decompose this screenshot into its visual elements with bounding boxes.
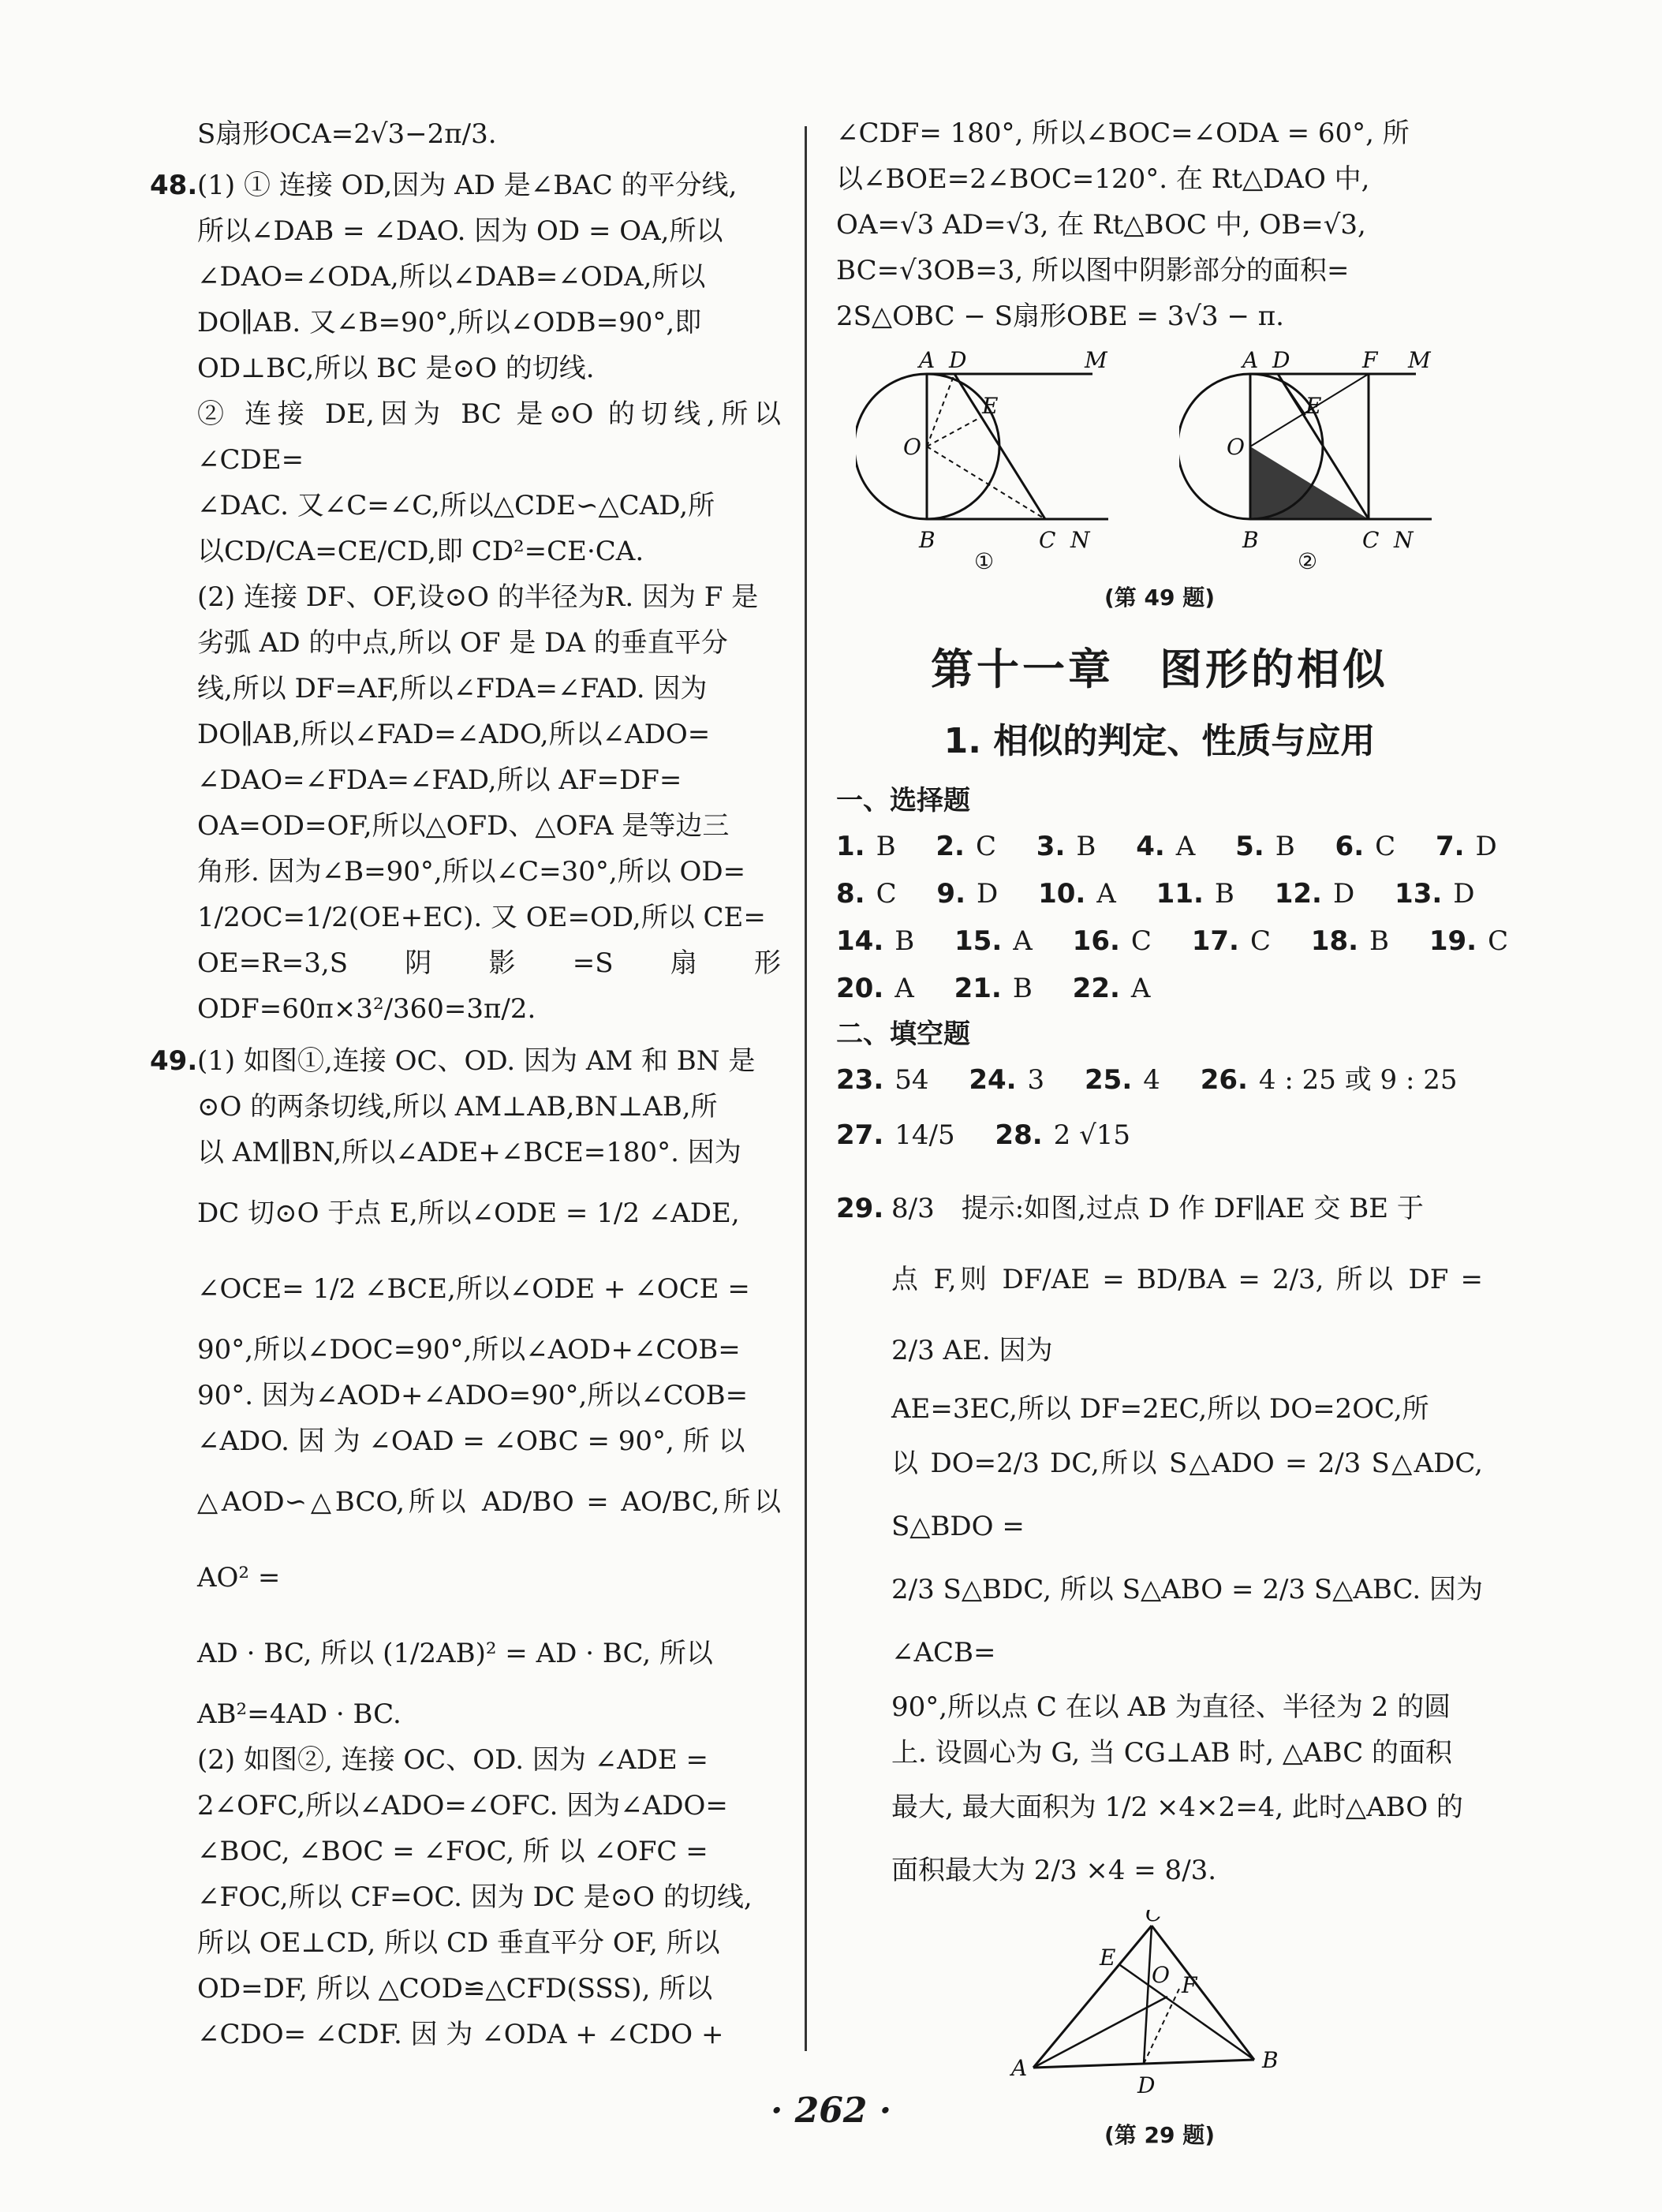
q49-line: 90°,所以∠DOC=90°,所以∠AOD+∠COB= [197, 1334, 741, 1366]
point-label: C [1145, 1910, 1163, 1926]
q49-continued-line: BC=√3OB=3, 所以图中阴影部分的面积= [836, 255, 1350, 286]
q48-line: 角形. 因为∠B=90°,所以∠C=30°,所以 OD= [197, 856, 746, 887]
answer-row: 8. C 9. D 10. A 11. B 12. D 13. D [836, 878, 1475, 910]
q49-line: OD=DF, 所以 △COD≌△CFD(SSS), 所以 [197, 1973, 713, 2005]
choice-heading: 一、选择题 [836, 785, 970, 816]
point-label: B [919, 527, 936, 553]
left-column [150, 110, 781, 2057]
q48-line: OD⊥BC,所以 BC 是⊙O 的切线. [197, 353, 595, 384]
q49-number: 49. [150, 1045, 198, 1077]
q49-line: ∠BOC, ∠BOC = ∠FOC, 所 以 ∠OFC = [197, 1836, 708, 1867]
q29-line: AE=3EC,所以 DF=2EC,所以 DO=2OC,所 [891, 1393, 1429, 1425]
q48-line: 以CD/CA=CE/CD,即 CD²=CE·CA. [197, 536, 644, 567]
q29-line: 90°,所以点 C 在以 AB 为直径、半径为 2 的圆 [891, 1691, 1451, 1723]
point-label: N [1394, 527, 1414, 553]
point-label: E [1100, 1945, 1116, 1971]
figure-29-caption: (第 29 题) [1104, 2122, 1216, 2148]
question-29 [836, 1173, 1483, 1902]
q29-line: 点 F,则 DF/AE = BD/BA = 2/3, 所以 DF = 2/3 AE. 因为 [891, 1264, 1483, 1366]
section-title: 1. 相似的判定、性质与应用 [943, 721, 1376, 761]
point-label: D [1272, 347, 1290, 373]
q29-line: 最大, 最大面积为 1/2 ×4×2=4, 此时△ABO 的 [891, 1792, 1463, 1823]
q49-line: 所以 OE⊥CD, 所以 CD 垂直平分 OF, 所以 [197, 1927, 720, 1959]
point-label: B [1262, 2047, 1279, 2073]
point-label: O [1227, 434, 1245, 460]
fill-heading: 二、填空题 [836, 1018, 970, 1050]
q49-line: 2∠OFC,所以∠ADO=∠OFC. 因为∠ADO= [197, 1790, 728, 1822]
answer-row: 20. A 21. B 22. A [836, 973, 1151, 1004]
q48-line: 48.(1) ① 连接 OD,因为 AD 是∠BAC 的平分线, [197, 163, 781, 208]
point-label: A [1011, 2055, 1028, 2081]
question-48 [150, 163, 781, 1032]
q48-line: ∠DAO=∠ODA,所以∠DAB=∠ODA,所以 [197, 261, 706, 293]
point-label: E [982, 393, 999, 419]
point-label: C [1039, 527, 1056, 553]
q49-line: ∠FOC,所以 CF=OC. 因为 DC 是⊙O 的切线, [197, 1881, 753, 1913]
q48-line: 劣弧 AD 的中点,所以 OF 是 DA 的垂直平分 [197, 627, 728, 659]
column-divider [805, 126, 807, 2051]
q29-line: 2/3 S△BDC, 所以 S△ABO = 2/3 S△ABC. 因为∠ACB= [891, 1574, 1483, 1668]
figure-49 [836, 344, 1483, 573]
answer-row: 23. 54 24. 3 25. 4 26. 4 : 25 或 9 : 25 [836, 1064, 1458, 1096]
q49-line: AB²=4AD · BC. [197, 1698, 401, 1730]
q48-line: DO∥AB,所以∠FAD=∠ADO,所以∠ADO= [197, 719, 711, 750]
q49-line: ∠CDO= ∠CDF. 因 为 ∠ODA + ∠CDO + [197, 2019, 724, 2050]
point-label: F [1182, 1972, 1197, 1998]
point-label: D [949, 347, 967, 373]
q48-line: 线,所以 DF=AF,所以∠FDA=∠FAD. 因为 [197, 673, 708, 704]
figure-49-caption: (第 49 题) [1104, 585, 1216, 611]
figure-label: ① [974, 548, 995, 573]
page-number: · 262 · [770, 2091, 892, 2131]
figure-29-diagram [1002, 1910, 1317, 2107]
figure-29 [836, 1910, 1483, 2110]
q29-line: 上. 设圆心为 G, 当 CG⊥AB 时, △ABC 的面积 [891, 1737, 1453, 1769]
q48-number: 48. [150, 170, 198, 201]
q49-line: ⊙O 的两条切线,所以 AM⊥AB,BN⊥AB,所 [197, 1091, 718, 1123]
right-column [836, 110, 1509, 2158]
figure-49-diagram-1 [856, 344, 1140, 573]
choice-answers [836, 823, 1509, 1012]
point-label: N [1070, 527, 1090, 553]
point-label: A [1242, 347, 1259, 373]
point-label: O [903, 434, 921, 460]
q29-line: 以 DO=2/3 DC,所以 S△ADO = 2/3 S△ADC, S△BDO = [891, 1448, 1483, 1542]
point-label: M [1408, 347, 1431, 373]
q48-line: ∠DAC. 又∠C=∠C,所以△CDE∽△CAD,所 [197, 490, 715, 521]
answer-row: 27. 14/5 28. 2 √15 [836, 1119, 1131, 1151]
answer-row: 14. B 15. A 16. C 17. C 18. B 19. C [836, 925, 1509, 957]
point-label: M [1085, 347, 1107, 373]
q49-line: DC 切⊙O 于点 E,所以∠ODE = 1/2 ∠ADE, [197, 1198, 740, 1229]
q49-line: 90°. 因为∠AOD+∠ADO=90°,所以∠COB= [197, 1380, 749, 1411]
q49-continued-line: 2S△OBC − S扇形OBE = 3√3 − π. [836, 301, 1284, 332]
answer-row: 1. B 2. C 3. B 4. A 5. B 6. C 7. D [836, 831, 1497, 862]
point-label: E [1305, 393, 1322, 419]
point-label: D [1137, 2072, 1156, 2098]
chapter-title: 第十一章 图形的相似 [931, 645, 1388, 694]
figure-label: ② [1298, 548, 1318, 573]
point-label: B [1242, 527, 1259, 553]
q48-line: 1/2OC=1/2(OE+EC). 又 OE=OD,所以 CE= [197, 902, 766, 933]
figure-49-diagram-2 [1179, 344, 1463, 573]
q48-line: ② 连接 DE,因为 BC 是⊙O 的切线,所以∠CDE= [197, 398, 781, 476]
sector-area-line: S扇形OCA=2√3−2π/3. [197, 118, 497, 150]
q48-line: 所以∠DAB = ∠DAO. 因为 OD = OA,所以 [197, 215, 723, 247]
q48-line: DO∥AB. 又∠B=90°,所以∠ODB=90°,即 [197, 307, 702, 338]
point-label: C [1362, 527, 1380, 553]
question-49 [150, 1038, 781, 2057]
point-label: F [1362, 347, 1378, 373]
q48-line: (2) 连接 DF、OF,设⊙O 的半径为R. 因为 F 是 [197, 581, 759, 613]
q29-line: 29. 8/3 提示:如图,过点 D 作 DF∥AE 交 BE 于 [836, 1173, 1483, 1244]
q49-continued-line: OA=√3 AD=√3, 在 Rt△BOC 中, OB=√3, [836, 209, 1366, 241]
q49-line: 49.(1) 如图①,连接 OC、OD. 因为 AM 和 BN 是 [197, 1038, 781, 1084]
q48-line: OE=R=3,S阴影=S扇形ODF=60π×3²/360=3π/2. [197, 947, 781, 1025]
q48-line: OA=OD=OF,所以△OFD、△OFA 是等边三 [197, 810, 730, 842]
q29-line: 面积最大为 2/3 ×4 = 8/3. [891, 1855, 1217, 1886]
point-label: O [1152, 1962, 1170, 1988]
q49-line: 以 AM∥BN,所以∠ADE+∠BCE=180°. 因为 [197, 1137, 741, 1168]
q49-line: (2) 如图②, 连接 OC、OD. 因为 ∠ADE = [197, 1744, 709, 1776]
q49-line: △AOD∽△BCO,所以 AD/BO = AO/BC,所以 AO² = [197, 1486, 781, 1594]
point-label: A [919, 347, 936, 373]
fill-answers [836, 1056, 1483, 1167]
q49-continued-line: 以∠BOE=2∠BOC=120°. 在 Rt△DAO 中, [836, 163, 1370, 195]
q49-line: AD · BC, 所以 (1/2AB)² = AD · BC, 所以 [197, 1638, 713, 1669]
q49-continued-line: ∠CDF= 180°, 所以∠BOC=∠ODA = 60°, 所 [836, 118, 1410, 149]
q29-number: 29. [836, 1193, 884, 1224]
q49-line: ∠ADO. 因 为 ∠OAD = ∠OBC = 90°, 所 以 [197, 1425, 745, 1457]
q48-line: ∠DAO=∠FDA=∠FAD,所以 AF=DF= [197, 764, 682, 796]
q49-line: ∠OCE= 1/2 ∠BCE,所以∠ODE + ∠OCE = [197, 1273, 750, 1305]
